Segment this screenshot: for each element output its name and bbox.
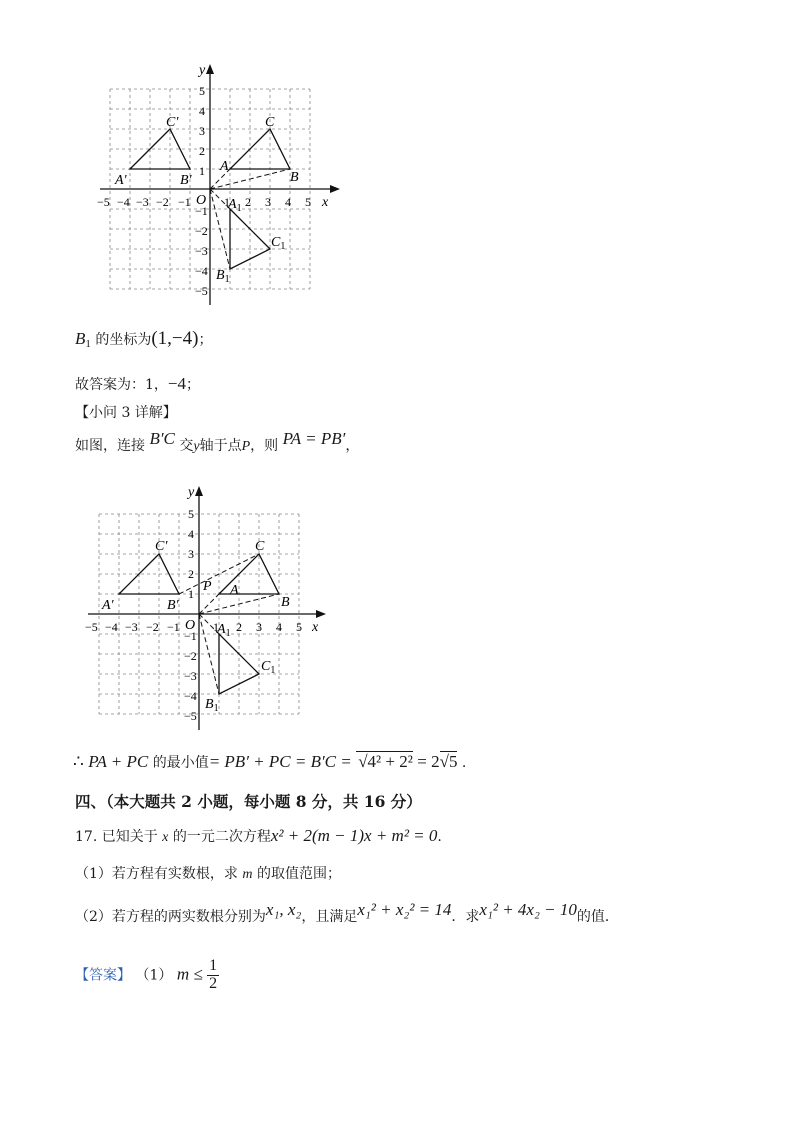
- sub3-heading: [75, 405, 177, 422]
- q17-p2-mid2: ．求: [451, 909, 480, 925]
- tick-y-label: −4: [184, 689, 197, 703]
- tick-y-label: −4: [195, 264, 208, 278]
- q17-p2-roots: x₁, x₂: [265, 900, 302, 919]
- label-A-prime: A′: [102, 598, 114, 613]
- answer-line: [75, 374, 200, 394]
- sub3-heading-text: 【小问 3 详解】: [75, 405, 177, 421]
- connect-line: [75, 429, 360, 456]
- therefore-line: [73, 752, 466, 772]
- b1-end: ；: [198, 332, 213, 348]
- label-B1: $B_1$: [205, 697, 219, 714]
- answer-end: ；: [186, 377, 201, 393]
- therefore-end: .: [461, 755, 467, 771]
- origin-label: O: [196, 193, 207, 208]
- connect-mid: 交: [179, 438, 194, 454]
- label-C1: $C_1$: [271, 235, 286, 252]
- question-17: [75, 826, 442, 847]
- label-B-prime: B′: [180, 173, 192, 188]
- therefore-expr2: = PB′ + PC = B′C =: [208, 752, 352, 771]
- q17-x: x: [162, 830, 169, 845]
- q17-p1-m: m: [242, 867, 253, 882]
- tick-y-label: −1: [195, 204, 208, 218]
- tick-x-label: 3: [265, 195, 271, 209]
- label-B: B: [281, 595, 290, 610]
- tick-y-label: −2: [195, 224, 208, 238]
- tick-x-label: −5: [97, 195, 110, 209]
- connect-P: P: [241, 439, 251, 454]
- answer-text: 故答案为：1，: [75, 377, 168, 393]
- therefore-expr3: = 2: [417, 752, 440, 771]
- q17-equation: x² + 2(m − 1)x + m² = 0: [270, 826, 438, 845]
- therefore-expr1: PA + PC: [88, 752, 149, 771]
- label-A: A: [220, 159, 229, 174]
- tick-y-label: −1: [184, 629, 197, 643]
- tick-x-label: −3: [136, 195, 149, 209]
- axes: [88, 486, 326, 730]
- question-17-part-2: [75, 900, 619, 926]
- tick-y-label: −3: [184, 669, 197, 683]
- tick-y-label: 1: [188, 587, 194, 601]
- answer-block: [75, 958, 219, 993]
- q17-p1-end: 的取值范围；: [256, 866, 341, 882]
- q17-p2-pre: （2）若方程的两实数根分别为: [75, 909, 266, 925]
- coordinate-figure-2: [82, 480, 342, 735]
- tick-x-label: −4: [117, 195, 130, 209]
- label-A1: $A_1$: [217, 622, 231, 639]
- q17-p1-pre: （1）若方程有实数根，求: [75, 866, 238, 882]
- tick-y-label: 4: [188, 527, 194, 541]
- tick-x-label: 3: [256, 620, 262, 634]
- origin-label: O: [185, 618, 196, 633]
- tick-x-label: 1: [213, 620, 219, 634]
- sqrt-expression: √4² + 2²: [358, 752, 413, 771]
- ticks-y: [195, 84, 208, 298]
- tick-y-label: 1: [199, 164, 205, 178]
- tick-x-label: −2: [156, 195, 169, 209]
- label-B1: $B_1$: [216, 268, 230, 285]
- tick-x-label: −1: [167, 620, 180, 634]
- connect-mid2: 轴于点: [199, 438, 242, 454]
- section-4-heading: [75, 793, 422, 812]
- b1-value: (1,−4): [151, 328, 199, 349]
- fraction-denominator: 2: [209, 974, 218, 992]
- answer-fraction: [207, 958, 219, 993]
- q17-pre: 17. 已知关于: [75, 829, 158, 845]
- answer-m: m ≤: [176, 964, 203, 984]
- connect-equation: PA = PB′: [282, 429, 346, 448]
- section-4-text: 四、（本大题共 2 小题，每小题 8 分，共 16 分）: [75, 792, 422, 811]
- tick-y-label: −5: [195, 284, 208, 298]
- tick-y-label: 3: [199, 124, 205, 138]
- tick-y-label: 2: [199, 144, 205, 158]
- tick-x-label: 2: [236, 620, 242, 634]
- label-A: A: [230, 583, 239, 598]
- label-C: C: [255, 539, 265, 554]
- tick-x-label: −2: [146, 620, 159, 634]
- tick-x-label: 4: [276, 620, 282, 634]
- question-17-part-1: [75, 866, 341, 884]
- label-C-prime: C′: [155, 539, 168, 554]
- b1-coordinate-line: [75, 328, 212, 351]
- tick-x-label: −1: [178, 195, 191, 209]
- tick-y-label: −3: [195, 244, 208, 258]
- tick-x-label: 5: [305, 195, 311, 209]
- q17-p2-expression: x₁² + 4x₂ − 10: [479, 900, 577, 919]
- tick-x-label: −4: [105, 620, 118, 634]
- tick-x-label: −3: [125, 620, 138, 634]
- connect-pre: 如图，连接: [75, 438, 145, 454]
- connect-end: ，: [345, 438, 360, 454]
- tick-y-label: −5: [184, 709, 197, 723]
- label-B-prime: B′: [167, 598, 179, 613]
- x-axis-label: x: [322, 195, 329, 210]
- x-axis-label: x: [312, 620, 319, 635]
- q17-p2-condition: x₁² + x₂² = 14: [357, 900, 452, 919]
- tick-y-label: 3: [188, 547, 194, 561]
- tick-x-label: 5: [296, 620, 302, 634]
- fraction-numerator: 1: [209, 957, 218, 974]
- label-C1: $C_1$: [261, 659, 276, 676]
- answer-value: −4: [167, 374, 187, 393]
- sqrt5-inner: 5: [448, 752, 458, 771]
- connect-mid3: ，则: [250, 438, 279, 454]
- y-axis-label: y: [199, 63, 206, 78]
- connect-y: y: [193, 439, 200, 454]
- b1-symbol: B: [75, 329, 86, 348]
- tick-x-label: 1: [224, 195, 230, 209]
- label-A-prime: A′: [115, 173, 127, 188]
- q17-mid: 的一元二次方程: [172, 829, 271, 845]
- y-axis-label: y: [188, 485, 195, 500]
- therefore-mid: 的最小值: [152, 755, 209, 771]
- b1-subscript: 1: [85, 338, 91, 350]
- tick-y-label: 4: [199, 104, 205, 118]
- q17-end: .: [437, 829, 442, 845]
- b1-text: 的坐标为: [95, 332, 152, 348]
- label-A1: $A_1$: [228, 197, 242, 214]
- answer-part: （1）: [135, 967, 173, 984]
- therefore-symbol: ∴: [73, 752, 84, 771]
- label-P: P: [203, 579, 212, 594]
- sqrt-inner: 4² + 2²: [367, 752, 413, 771]
- tick-x-label: −5: [85, 620, 98, 634]
- connect-segment: B′C: [149, 429, 175, 448]
- sqrt5: √5: [439, 752, 458, 771]
- coordinate-figure-1: [95, 60, 355, 310]
- ticks-y: [184, 507, 197, 723]
- tick-y-label: 2: [188, 567, 194, 581]
- label-C-prime: C′: [166, 115, 179, 130]
- q17-p2-mid: ，且满足: [301, 909, 358, 925]
- tick-y-label: 5: [199, 84, 205, 98]
- tick-x-label: 4: [285, 195, 291, 209]
- tick-x-label: 2: [245, 195, 251, 209]
- tick-y-label: 5: [188, 507, 194, 521]
- tick-y-label: −2: [184, 649, 197, 663]
- q17-p2-end: 的值．: [576, 909, 619, 925]
- label-C: C: [265, 115, 275, 130]
- answer-tag: 【答案】: [75, 967, 131, 984]
- label-B: B: [290, 170, 299, 185]
